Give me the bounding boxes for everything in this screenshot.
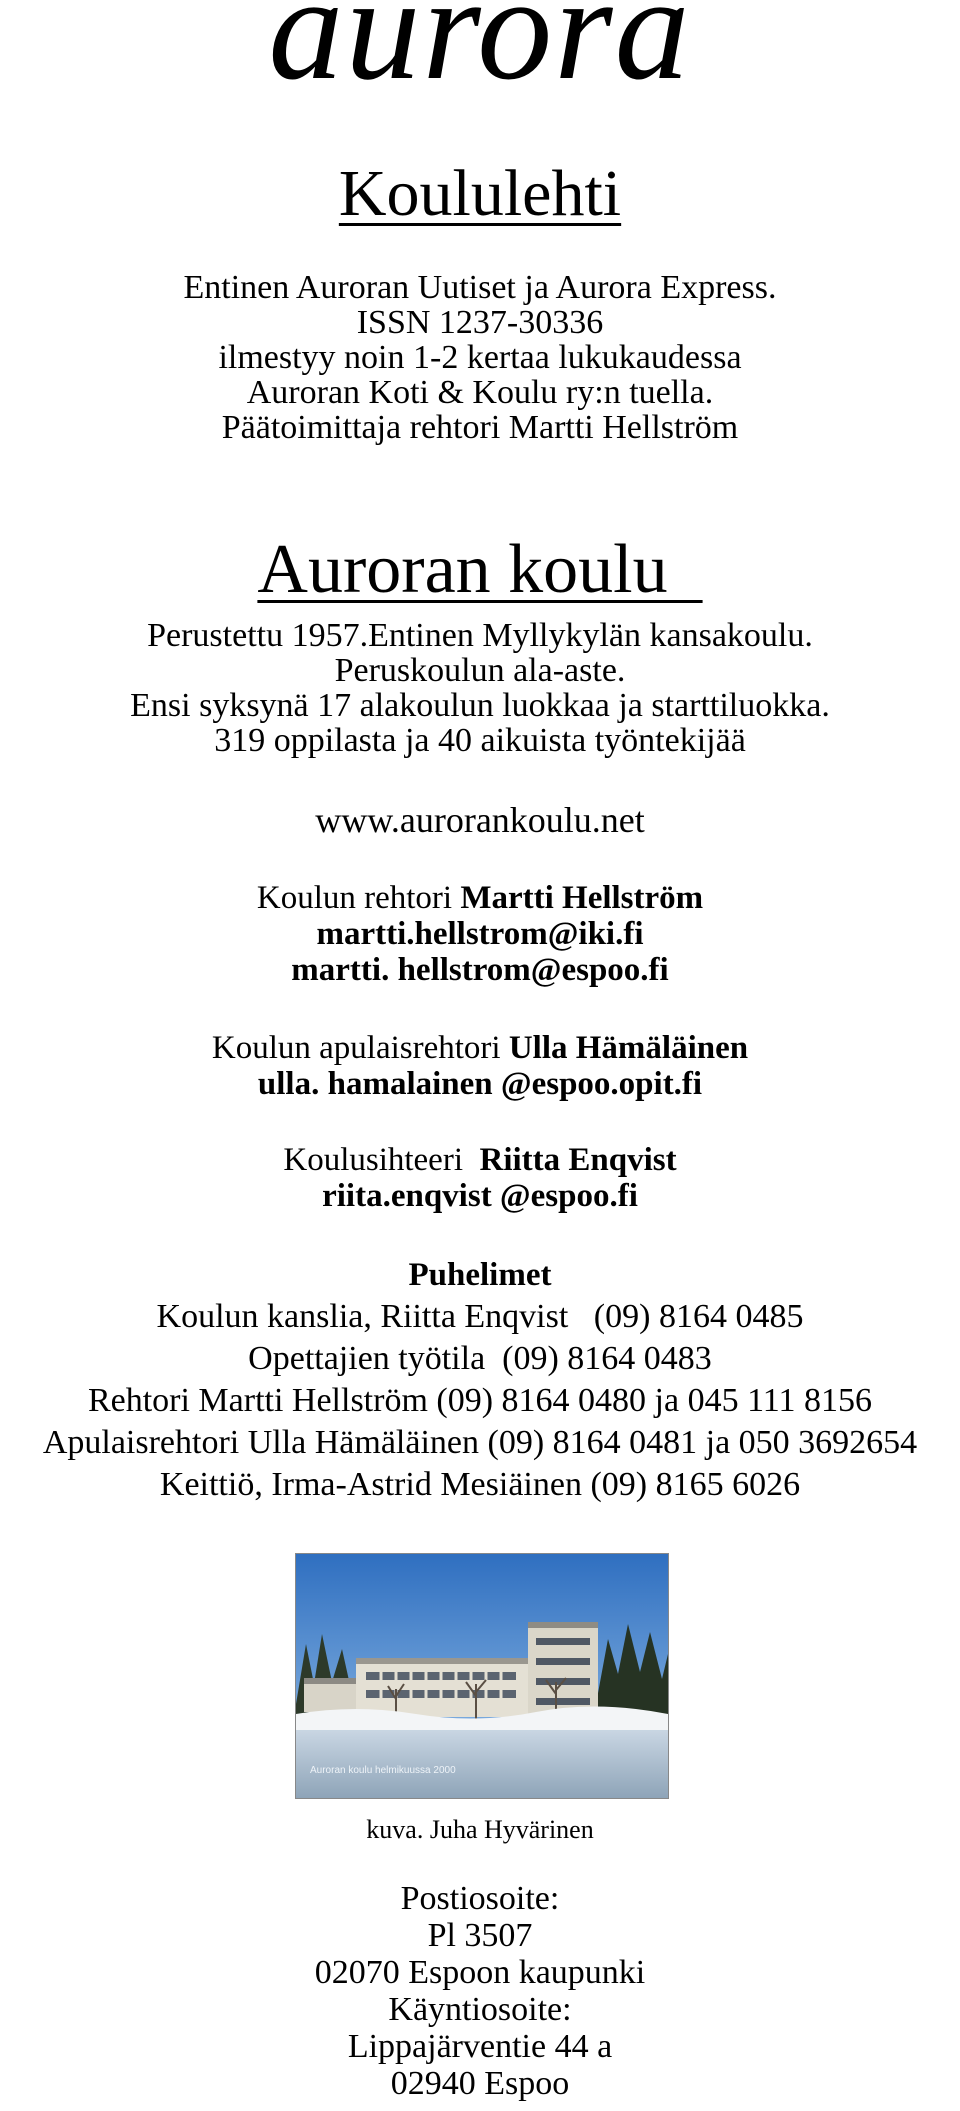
school-info-line: 319 oppilasta ja 40 aikuista työntekijää: [214, 722, 746, 759]
phone-line: Rehtori Martti Hellström (09) 8164 0480 ja 045 111 8156: [87, 1382, 873, 1419]
school-info-line: Peruskoulun ala-aste.: [334, 652, 626, 689]
pub-line: ISSN 1237-30336: [356, 304, 604, 341]
contact-name: Ulla Hämäläinen: [508, 1030, 749, 1066]
postal-address-line: 02070 Espoon kaupunki: [314, 1954, 646, 1991]
pub-line: Entinen Auroran Uutiset ja Aurora Express.: [183, 269, 777, 306]
postal-address-label: Postiosoite:: [400, 1880, 560, 1917]
school-photo: [295, 1553, 669, 1799]
school-building-illustration: [296, 1554, 668, 1798]
phone-line: Opettajien työtila (09) 8164 0483: [248, 1340, 712, 1377]
photo-credit: kuva. Juha Hyvärinen: [366, 1815, 594, 1844]
pub-line: Päätoimittaja rehtori Martti Hellström: [221, 409, 739, 446]
school-website-link[interactable]: www.aurorankoulu.net: [315, 800, 645, 840]
school-info-line: Ensi syksynä 17 alakoulun luokkaa ja starttiluokka.: [130, 687, 830, 724]
contact-name: Martti Hellström: [460, 880, 704, 916]
pub-line: ilmestyy noin 1-2 kertaa lukukaudessa: [218, 339, 742, 376]
contact-title: [0, 1030, 960, 1066]
visit-address-line: Lippajärventie 44 a: [347, 2028, 613, 2065]
phone-line: Apulaisrehtori Ulla Hämäläinen (09) 8164 0481 ja 050 3692654: [42, 1424, 918, 1461]
school-name-text: Auroran koulu: [257, 531, 703, 608]
email-link[interactable]: martti.hellstrom@iki.fi: [316, 916, 644, 952]
contact-title: [0, 880, 960, 916]
masthead-title: aurora: [268, 0, 692, 111]
contact-secretary: [0, 1142, 960, 1214]
visit-address-line: 02940 Espoo: [390, 2065, 570, 2102]
email-link[interactable]: martti. hellstrom@espoo.fi: [291, 952, 669, 988]
email-link[interactable]: ulla. hamalainen @espoo.opit.fi: [257, 1066, 703, 1102]
page-title: [0, 156, 960, 232]
publication-info: [0, 270, 960, 445]
photo-overlay-text: Auroran koulu helmikuussa 2000: [310, 1765, 456, 1776]
phone-list: [0, 1296, 960, 1506]
email-link[interactable]: riita.enqvist @espoo.fi: [322, 1178, 638, 1214]
contact-role: Koulun apulaisrehtori: [211, 1030, 509, 1066]
postal-address-line: Pl 3507: [427, 1917, 533, 1954]
contact-vice-principal: [0, 1030, 960, 1102]
contact-title: [0, 1142, 960, 1178]
contact-role: Koulusihteeri: [283, 1142, 480, 1178]
contact-role: Koulun rehtori: [256, 880, 461, 916]
address-block: [0, 1880, 960, 2102]
school-info-line: Perustettu 1957.Entinen Myllykylän kansakoulu.: [147, 617, 813, 654]
contact-principal: [0, 880, 960, 988]
phone-line: Koulun kanslia, Riitta Enqvist (09) 8164 0485: [156, 1298, 804, 1335]
school-name: [0, 530, 960, 610]
phone-line: Keittiö, Irma-Astrid Mesiäinen (09) 8165 6026: [159, 1466, 801, 1503]
page-title-text: Koululehti: [338, 157, 622, 230]
phones-heading: Puhelimet: [408, 1257, 552, 1293]
school-info: [0, 618, 960, 758]
visit-address-label: Käyntiosoite:: [388, 1991, 572, 2028]
pub-line: Auroran Koti & Koulu ry:n tuella.: [246, 374, 714, 411]
contact-name: Riitta Enqvist: [479, 1142, 677, 1178]
